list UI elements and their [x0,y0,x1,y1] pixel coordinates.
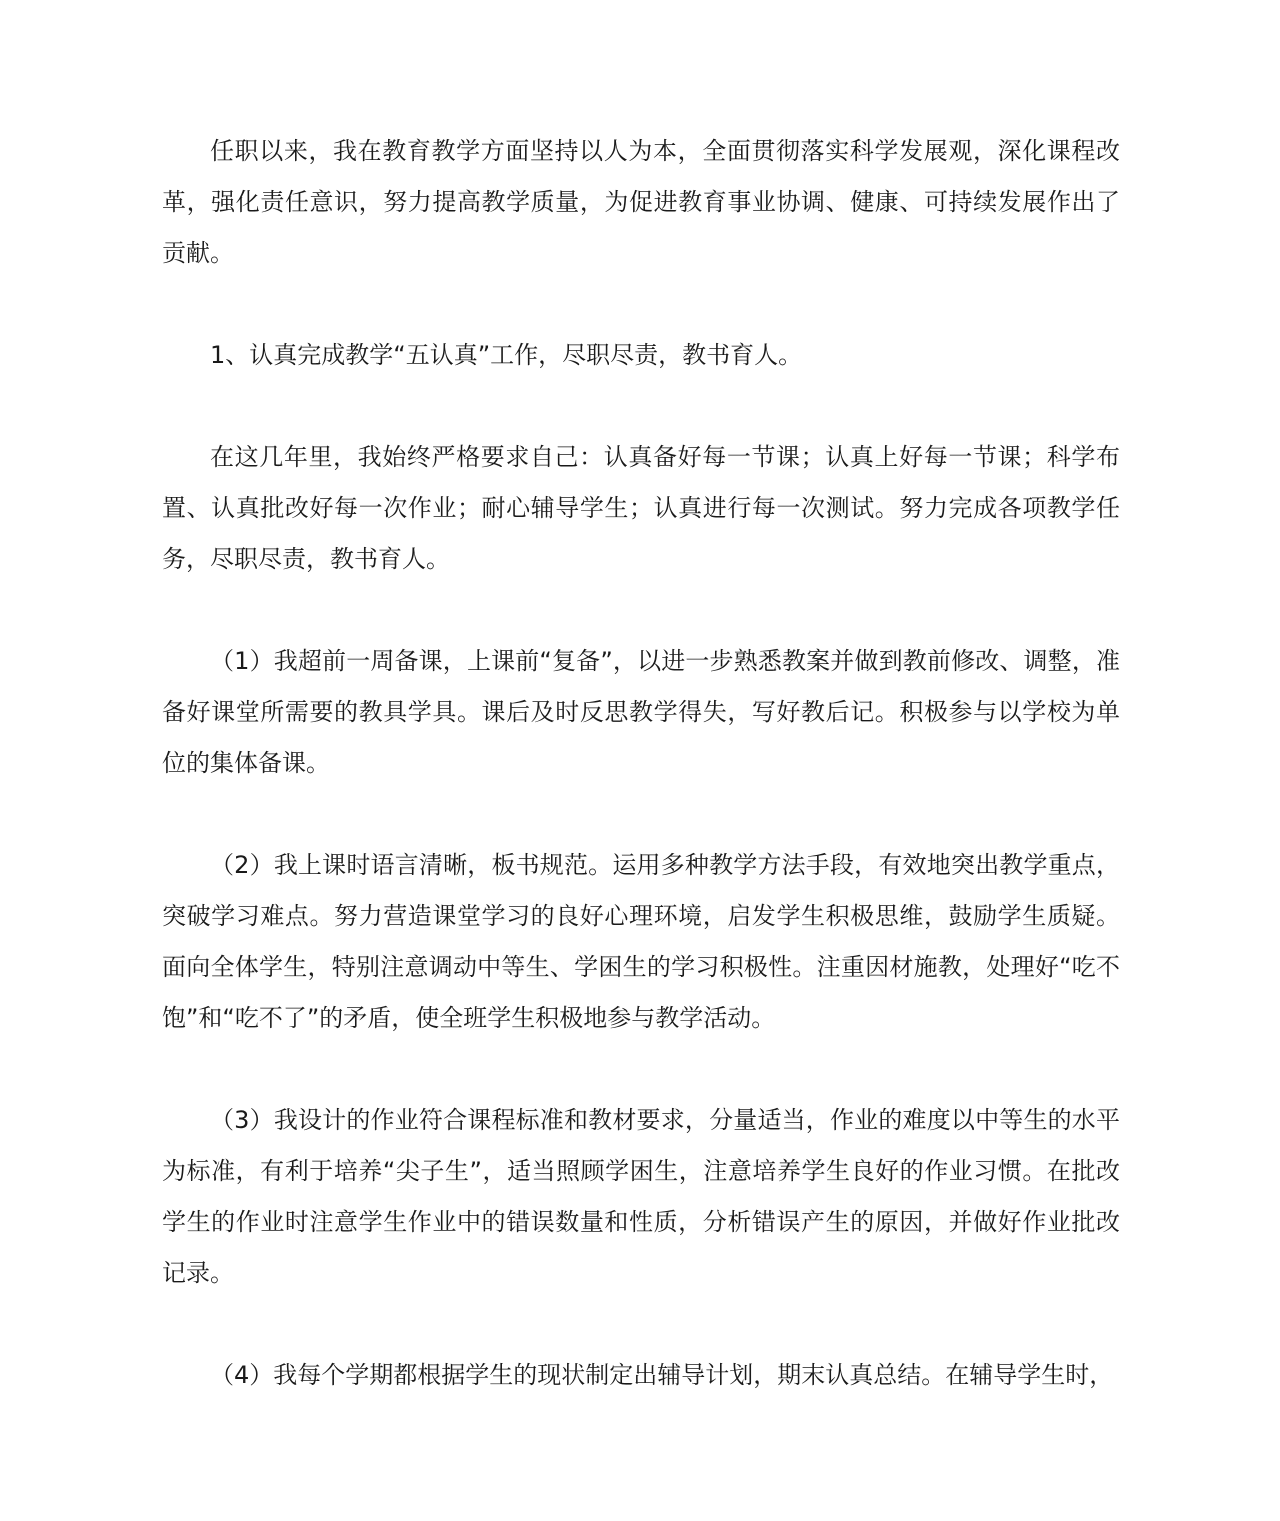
document-body [162,126,1120,1401]
paragraph-item-3-homework: （3）我设计的作业符合课程标准和教材要求，分量适当，作业的难度以中等生的水平为标准，有利于培养“尖子生”，适当照顾学困生，注意培养学生良好的作业习惯。在批改学生的作业时注意学生作业中的错误数量和性质，分析错误产生的原因，并做好作业批改记录。 [162,1106,1120,1287]
paragraph-section-1-heading: 1、认真完成教学“五认真”工作，尽职尽责，教书育人。 [210,341,803,369]
paragraph-intro: 任职以来，我在教育教学方面坚持以人为本，全面贯彻落实科学发展观，深化课程改革，强化责任意识，努力提高教学质量，为促进教育事业协调、健康、可持续发展作出了贡献。 [162,137,1120,267]
paragraph-item-1-lesson-prep: （1）我超前一周备课，上课前“复备”，以进一步熟悉教案并做到教前修改、调整，准备好课堂所需要的教具学具。课后及时反思教学得失，写好教后记。积极参与以学校为单位的集体备课。 [162,647,1120,777]
paragraph-self-requirements: 在这几年里，我始终严格要求自己：认真备好每一节课；认真上好每一节课；科学布置、认真批改好每一次作业；耐心辅导学生；认真进行每一次测试。努力完成各项教学任务，尽职尽责，教书育人。 [162,443,1120,573]
paragraph-item-2-teaching: （2）我上课时语言清晰，板书规范。运用多种教学方法手段，有效地突出教学重点，突破学习难点。努力营造课堂学习的良好心理环境，启发学生积极思维，鼓励学生质疑。面向全体学生，特别注意调动中等生、学困生的学习积极性。注重因材施教，处理好“吃不饱”和“吃不了”的矛盾，使全班学生积极地参与教学活动。 [162,851,1120,1032]
paragraph-item-4-tutoring: （4）我每个学期都根据学生的现状制定出辅导计划，期末认真总结。在辅导学生时， [210,1361,1114,1389]
